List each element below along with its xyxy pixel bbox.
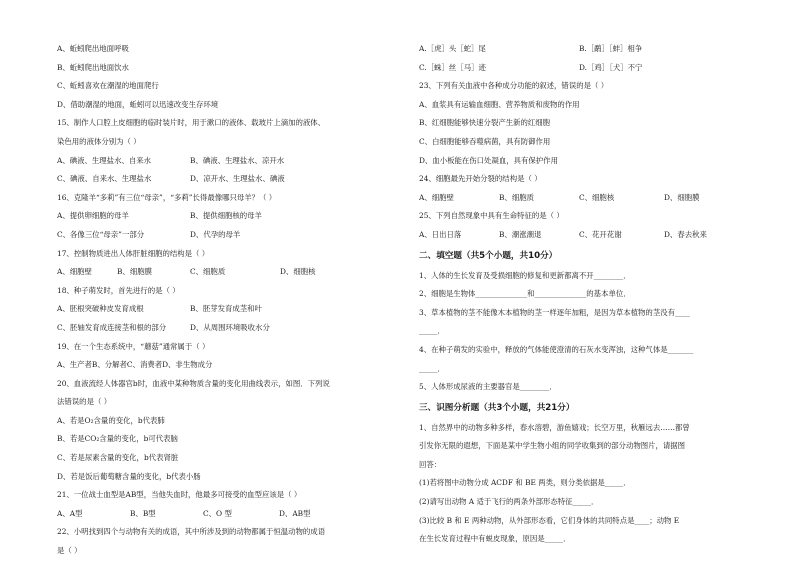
q22-option-a: A.［虎］头［蛇］尾 xyxy=(419,44,486,53)
right-column xyxy=(419,40,744,549)
q14-option-d: D、借助潮湿的地面，蚯蚓可以迅速改变生存环境 xyxy=(57,99,219,109)
q24-options xyxy=(419,189,744,208)
q22-stem: 22、小明找到四个与动物有关的成语，其中所涉及到的动物都属于恒温动物的成语 xyxy=(57,527,326,537)
q15-option-b: B、碘液、生理盐水、凉开水 xyxy=(190,155,285,165)
section-diagram-heading: 三、识图分析题（共3个小题，共21分） xyxy=(419,402,575,413)
q16-options-row1 xyxy=(57,207,382,226)
q22-option-c: C.［蛛］丝［马］迹 xyxy=(419,62,486,72)
q15-option-d: D、凉开水、生理盐水、碘液 xyxy=(190,174,285,184)
q25-option-b: B、潮涨潮退 xyxy=(499,229,542,239)
q20-stem: 20、血液流经人体器官b时，血液中某种物质含量的变化用曲线表示，如图．下列说 xyxy=(57,378,330,388)
q24-stem: 24、细胞最先开始分裂的结构是（ ） xyxy=(419,174,542,184)
q24-option-d: D、细胞膜 xyxy=(664,192,700,202)
q15-stem-cont: 染色用的液体分别为（ ） xyxy=(57,136,141,146)
fill-q5: 5、人体形成尿液的主要器官是________． xyxy=(419,382,557,392)
left-column xyxy=(57,40,382,561)
diagram-q1-part3: (3)比较 B 和 E 两种动物，从外部形态看，它们身体的共同特点是____；动物 E xyxy=(419,515,680,525)
q14-option-b: B、蚯蚓爬出地面饮水 xyxy=(57,62,129,72)
q18-option-a: A、胚根突破种皮发育成根 xyxy=(57,304,144,314)
q14-option-c: C、蚯蚓喜欢在潮湿的地面爬行 xyxy=(57,81,159,91)
q25-option-a: A、日出日落 xyxy=(419,229,462,239)
diagram-q1-line2: 引发你无限的遐想，下面是某中学生物小组的同学收集到的部分动物图片，请据图 xyxy=(419,441,686,451)
q18-option-b: B、胚芽发育成茎和叶 xyxy=(190,304,262,314)
q15-options-row1 xyxy=(57,152,382,171)
fill-q1: 1、人体的生长发育及受损细胞的修复和更新都离不开________． xyxy=(419,270,631,280)
q21-stem: 21、一位战士血型是AB型，当他失血时，他最多可接受的血型应该是（ ） xyxy=(57,490,302,500)
q22-options-row2 xyxy=(419,59,744,78)
q24-option-c: C、细胞核 xyxy=(579,192,615,202)
q18-options-row1 xyxy=(57,300,382,319)
q15-options-row2 xyxy=(57,170,382,189)
q20-option-c: C、若是尿素含量的变化，b代表肾脏 xyxy=(57,453,179,463)
q15-stem: 15、制作人口腔上皮细胞的临时装片时，用于漱口的液体、载玻片上滴加的液体、 xyxy=(57,118,326,128)
q21-option-c: C、O 型 xyxy=(203,508,232,518)
q19-options: A、生产者B、分解者C、消费者D、非生物成分 xyxy=(57,360,213,370)
section-fill-in-heading: 二、填空题（共5个小题，共10分） xyxy=(419,250,558,261)
q24-option-a: A、细胞壁 xyxy=(419,192,454,202)
q18-stem: 18、种子萌发时，首先进行的是（ ） xyxy=(57,285,180,295)
q22-option-b: B.［鹬］［蚌］相争 xyxy=(579,44,643,53)
diagram-q1-part3-cont: 在生长发育过程中有蜕皮现象，原因是_____． xyxy=(419,534,571,544)
fill-q3: 3、草本植物的茎不能像木本植物的茎一样逐年加粗，是因为草本植物的茎没有____ xyxy=(419,307,690,317)
fill-q2: 2、细胞是生物体______________和______________的基本单位． xyxy=(419,289,631,299)
q20-option-a: A、若是O₂含量的变化，b代表肺 xyxy=(57,415,165,425)
q17-option-a: A、细胞壁 xyxy=(57,267,92,277)
diagram-q1-line1: 1、自然界中的动物多种多样，春水溶碧，游鱼嬉戏；长空万里，秋雁远去……都曾 xyxy=(419,422,690,432)
q25-option-d: D、春去秋来 xyxy=(664,229,707,239)
q20-option-d: D、若是饭后葡萄糖含量的变化，b代表小肠 xyxy=(57,471,201,481)
q17-option-c: C、细胞质 xyxy=(190,267,226,277)
q15-option-a: A、碘液、生理盐水、自来水 xyxy=(57,155,152,165)
q23-option-d: D、血小板能在伤口处凝血，具有保护作用 xyxy=(419,155,558,165)
q21-option-a: A、A型 xyxy=(57,508,83,518)
q23-option-a: A、血浆具有运输血细胞、营养物质和废物的作用 xyxy=(419,99,580,109)
diagram-q1-part1: (1)若将图中动物分成 ACDF 和 BE 两类，则分类依据是_____． xyxy=(419,478,631,488)
q24-option-b: B、细胞质 xyxy=(499,192,534,202)
q21-options xyxy=(57,505,382,524)
fill-q3-cont: _____． xyxy=(419,326,445,336)
q16-option-b: B、提供细胞核的母羊 xyxy=(190,211,262,221)
q19-stem: 19、在一个生态系统中，“蘑菇”通常属于（ ） xyxy=(57,341,210,351)
q21-option-d: D、AB型 xyxy=(279,508,311,518)
q16-stem: 16、克隆羊“多莉”有三位“母亲”，“多莉”长得最像哪只母羊？（ ） xyxy=(57,192,277,202)
fill-q4: 4、在种子萌发的实验中，释放的气体能使澄清的石灰水变浑浊，这种气体是_______ xyxy=(419,344,694,354)
q20-stem-cont: 法错误的是（ ） xyxy=(57,397,112,407)
diagram-q1-line3: 回答： xyxy=(419,459,442,469)
q23-stem: 23、下列有关血液中各种成分功能的叙述，错误的是（ ） xyxy=(419,81,609,91)
q20-option-b: B、若是CO₂含量的变化，b可代表脑 xyxy=(57,434,178,444)
q16-options-row2 xyxy=(57,226,382,245)
q25-stem: 25、下列自然现象中具有生命特征的是（ ） xyxy=(419,211,564,221)
q18-option-d: D、从周围环境吸收水分 xyxy=(190,322,270,332)
q16-option-c: C、各像三位“母亲”一部分 xyxy=(57,229,145,239)
q25-options xyxy=(419,226,744,245)
q23-option-b: B、红细胞能够快速分裂产生新的红细胞 xyxy=(419,118,551,128)
q18-option-c: C、胚轴发育成连接茎和根的部分 xyxy=(57,322,167,332)
diagram-q1-part2: (2)请写出动物 A 适于飞行的两条外部形态特征_____． xyxy=(419,497,599,507)
q16-option-d: D、代孕的母羊 xyxy=(190,229,241,239)
q25-option-c: C、花开花谢 xyxy=(579,229,622,239)
q15-option-c: C、碘液、自来水、生理盐水 xyxy=(57,174,152,184)
q17-option-b: B、细胞膜 xyxy=(117,267,152,277)
q17-stem: 17、控制物质进出人体肝脏细胞的结构是（ ） xyxy=(57,248,210,258)
q17-option-d: D、细胞核 xyxy=(280,267,316,277)
q22-options-row1 xyxy=(419,40,744,59)
q22-option-d: D.［鸡］［犬］不宁 xyxy=(579,62,643,72)
q16-option-a: A、提供卵细胞的母羊 xyxy=(57,211,129,221)
q17-options xyxy=(57,263,382,282)
q18-options-row2 xyxy=(57,319,382,338)
q23-option-c: C、白细胞能够吞噬病菌，具有防御作用 xyxy=(419,136,551,146)
q14-option-a: A、蚯蚓爬出地面呼吸 xyxy=(57,44,129,53)
q21-option-b: B、B型 xyxy=(130,508,156,518)
fill-q4-cont: _____． xyxy=(419,363,445,373)
q22-stem-cont: 是（ ） xyxy=(57,546,82,556)
